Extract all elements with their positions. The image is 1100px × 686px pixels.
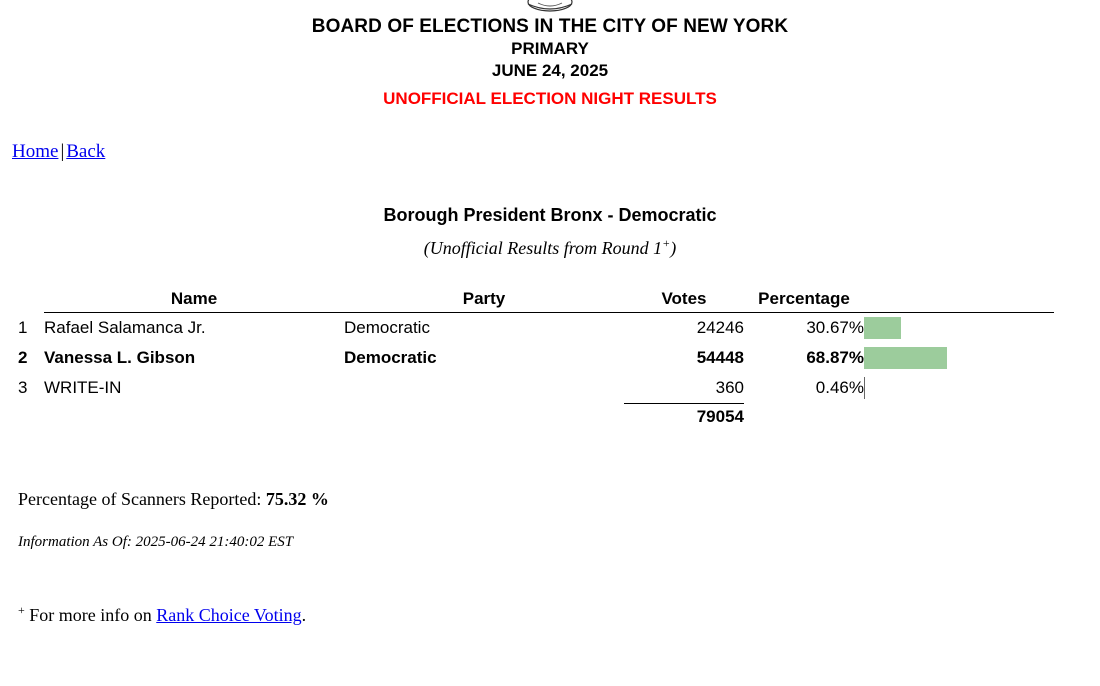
scanners-reported (18, 489, 1100, 510)
information-as-of (18, 534, 1100, 551)
rank-choice-voting-link[interactable]: Rank Choice Voting (156, 604, 302, 625)
contest-subtitle-close: ) (670, 238, 677, 258)
org-title: BOARD OF ELECTIONS IN THE CITY OF NEW YORK (311, 16, 789, 37)
rcv-footnote-marker: + (662, 236, 671, 250)
candidate-name: WRITE-IN (44, 378, 122, 397)
row-index: 3 (18, 378, 28, 397)
contest-subtitle-text: (Unofficial Results from Round 1 (423, 238, 663, 258)
results-table (18, 289, 1054, 431)
page-header (0, 0, 1100, 110)
total-row (18, 403, 1054, 431)
percentage-bar-cell (864, 343, 1054, 373)
candidate-votes: 54448 (696, 348, 744, 367)
percentage-bar-cell (864, 373, 1054, 403)
rcv-note (18, 603, 1100, 626)
total-spacer (344, 403, 624, 431)
percentage-bar-fill (864, 347, 947, 369)
rcv-note-marker: + (18, 602, 25, 617)
table-row (18, 313, 1054, 344)
candidate-percentage: 30.67% (806, 318, 864, 337)
table-row (18, 343, 1054, 373)
col-votes: Votes (624, 289, 744, 313)
candidate-party: Democratic (344, 348, 437, 367)
candidate-votes: 24246 (696, 318, 744, 337)
nav-links (12, 141, 1100, 163)
percentage-bar-cell (864, 313, 1054, 344)
back-link[interactable]: Back (66, 141, 106, 162)
election-date: JUNE 24, 2025 (491, 61, 609, 80)
col-percentage: Percentage (744, 289, 864, 313)
contest-title: Borough President Bronx - Democratic (383, 205, 717, 225)
col-bar (864, 289, 1054, 313)
nav-separator: | (60, 141, 65, 162)
candidate-name: Vanessa L. Gibson (44, 348, 196, 367)
candidate-percentage: 68.87% (806, 348, 864, 367)
home-link[interactable]: Home (12, 141, 59, 162)
scanners-label: Percentage of Scanners Reported: (18, 488, 262, 509)
election-type: PRIMARY (511, 39, 589, 58)
total-percentage (744, 403, 864, 431)
eagle-seal-icon (520, 0, 580, 14)
contest-subtitle (0, 236, 1100, 259)
candidate-percentage: 0.46% (815, 378, 864, 397)
table-header-row (18, 289, 1054, 313)
table-row (18, 373, 1054, 403)
col-name: Name (44, 289, 344, 313)
unofficial-banner: UNOFFICIAL ELECTION NIGHT RESULTS (383, 89, 717, 108)
candidate-name: Rafael Salamanca Jr. (44, 318, 206, 337)
row-index: 2 (18, 348, 28, 367)
results-table-wrap (0, 289, 1100, 431)
row-index: 1 (18, 317, 28, 337)
rcv-note-period: . (301, 604, 307, 625)
rcv-note-text: For more info on (29, 604, 152, 625)
total-spacer (44, 403, 344, 431)
candidate-votes: 360 (715, 377, 744, 397)
information-as-of-value: 2025-06-24 21:40:02 EST (135, 533, 294, 550)
total-bar-spacer (864, 403, 1054, 431)
candidate-party (344, 373, 624, 403)
percentage-bar-fill (864, 317, 901, 339)
information-as-of-label: Information As Of: (18, 533, 132, 550)
candidate-party: Democratic (344, 318, 430, 337)
total-votes: 79054 (624, 403, 744, 431)
col-party: Party (344, 289, 624, 313)
total-spacer (18, 403, 44, 431)
col-index (18, 289, 44, 313)
scanners-value: 75.32 % (265, 488, 329, 509)
percentage-bar-fill (864, 377, 865, 399)
